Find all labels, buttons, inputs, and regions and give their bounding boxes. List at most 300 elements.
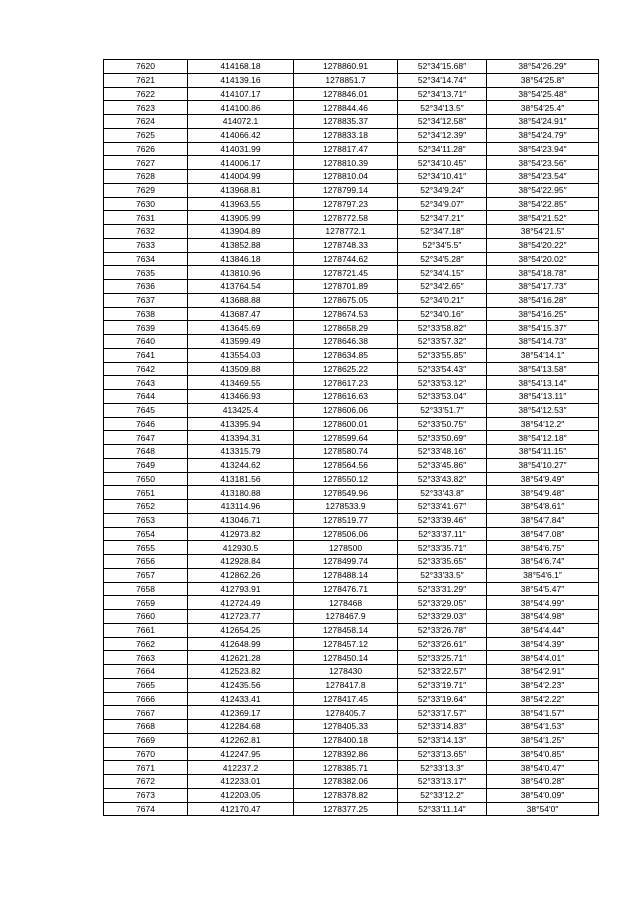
table-row xyxy=(104,73,599,87)
longitude-cell: 38°54′12.2″ xyxy=(487,417,599,431)
y-coordinate-cell: 1278450.14 xyxy=(294,651,398,665)
latitude-cell: 52°33′11.14″ xyxy=(398,802,487,816)
longitude-cell: 38°54′9.49″ xyxy=(487,472,599,486)
latitude-cell: 52°34′0.16″ xyxy=(398,307,487,321)
latitude-cell: 52°33′29.03″ xyxy=(398,610,487,624)
x-coordinate-cell: 412262.81 xyxy=(188,733,294,747)
table-row xyxy=(104,541,599,555)
latitude-cell: 52°33′43.82″ xyxy=(398,472,487,486)
point-number-cell: 7635 xyxy=(104,266,188,280)
y-coordinate-cell: 1278646.38 xyxy=(294,335,398,349)
table-row xyxy=(104,362,599,376)
table-row xyxy=(104,720,599,734)
latitude-cell: 52°33′29.05″ xyxy=(398,596,487,610)
x-coordinate-cell: 412433.41 xyxy=(188,692,294,706)
table-row xyxy=(104,472,599,486)
y-coordinate-cell: 1278701.89 xyxy=(294,280,398,294)
y-coordinate-cell: 1278458.14 xyxy=(294,623,398,637)
point-number-cell: 7630 xyxy=(104,197,188,211)
y-coordinate-cell: 1278468 xyxy=(294,596,398,610)
point-number-cell: 7655 xyxy=(104,541,188,555)
y-coordinate-cell: 1278634.85 xyxy=(294,348,398,362)
latitude-cell: 52°33′37.11″ xyxy=(398,527,487,541)
point-number-cell: 7674 xyxy=(104,802,188,816)
x-coordinate-cell: 413904.89 xyxy=(188,225,294,239)
longitude-cell: 38°54′23.56″ xyxy=(487,156,599,170)
point-number-cell: 7659 xyxy=(104,596,188,610)
x-coordinate-cell: 412247.95 xyxy=(188,747,294,761)
point-number-cell: 7656 xyxy=(104,555,188,569)
y-coordinate-cell: 1278772.1 xyxy=(294,225,398,239)
point-number-cell: 7651 xyxy=(104,486,188,500)
table-row xyxy=(104,280,599,294)
longitude-cell: 38°54′22.85″ xyxy=(487,197,599,211)
table-row xyxy=(104,170,599,184)
latitude-cell: 52°33′50.69″ xyxy=(398,431,487,445)
longitude-cell: 38°54′15.37″ xyxy=(487,321,599,335)
point-number-cell: 7637 xyxy=(104,293,188,307)
x-coordinate-cell: 412523.82 xyxy=(188,665,294,679)
y-coordinate-cell: 1278625.22 xyxy=(294,362,398,376)
y-coordinate-cell: 1278772.58 xyxy=(294,211,398,225)
x-coordinate-cell: 412654.25 xyxy=(188,623,294,637)
longitude-cell: 38°54′0″ xyxy=(487,802,599,816)
longitude-cell: 38°54′4.44″ xyxy=(487,623,599,637)
point-number-cell: 7670 xyxy=(104,747,188,761)
longitude-cell: 38°54′6.75″ xyxy=(487,541,599,555)
longitude-cell: 38°54′12.53″ xyxy=(487,403,599,417)
longitude-cell: 38°54′18.78″ xyxy=(487,266,599,280)
point-number-cell: 7640 xyxy=(104,335,188,349)
latitude-cell: 52°33′25.71″ xyxy=(398,651,487,665)
latitude-cell: 52°33′53.12″ xyxy=(398,376,487,390)
longitude-cell: 38°54′0.09″ xyxy=(487,788,599,802)
longitude-cell: 38°54′23.94″ xyxy=(487,142,599,156)
latitude-cell: 52°34′0.21″ xyxy=(398,293,487,307)
table-row xyxy=(104,568,599,582)
table-row xyxy=(104,183,599,197)
x-coordinate-cell: 412973.82 xyxy=(188,527,294,541)
point-number-cell: 7666 xyxy=(104,692,188,706)
table-row xyxy=(104,610,599,624)
latitude-cell: 52°33′31.29″ xyxy=(398,582,487,596)
longitude-cell: 38°54′24.79″ xyxy=(487,128,599,142)
longitude-cell: 38°54′0.47″ xyxy=(487,761,599,775)
latitude-cell: 52°34′12.58″ xyxy=(398,115,487,129)
point-number-cell: 7657 xyxy=(104,568,188,582)
longitude-cell: 38°54′16.25″ xyxy=(487,307,599,321)
y-coordinate-cell: 1278417.45 xyxy=(294,692,398,706)
x-coordinate-cell: 414066.42 xyxy=(188,128,294,142)
point-number-cell: 7643 xyxy=(104,376,188,390)
longitude-cell: 38°54′6.74″ xyxy=(487,555,599,569)
x-coordinate-cell: 412723.77 xyxy=(188,610,294,624)
longitude-cell: 38°54′4.39″ xyxy=(487,637,599,651)
latitude-cell: 52°33′33.5″ xyxy=(398,568,487,582)
point-number-cell: 7649 xyxy=(104,458,188,472)
longitude-cell: 38°54′12.18″ xyxy=(487,431,599,445)
latitude-cell: 52°33′13.3″ xyxy=(398,761,487,775)
point-number-cell: 7631 xyxy=(104,211,188,225)
table-row xyxy=(104,335,599,349)
longitude-cell: 38°54′17.73″ xyxy=(487,280,599,294)
table-row xyxy=(104,623,599,637)
y-coordinate-cell: 1278606.06 xyxy=(294,403,398,417)
x-coordinate-cell: 412648.99 xyxy=(188,637,294,651)
latitude-cell: 52°33′17.57″ xyxy=(398,706,487,720)
x-coordinate-cell: 414006.17 xyxy=(188,156,294,170)
point-number-cell: 7658 xyxy=(104,582,188,596)
point-number-cell: 7639 xyxy=(104,321,188,335)
point-number-cell: 7624 xyxy=(104,115,188,129)
latitude-cell: 52°33′14.13″ xyxy=(398,733,487,747)
table-row xyxy=(104,87,599,101)
y-coordinate-cell: 1278476.71 xyxy=(294,582,398,596)
y-coordinate-cell: 1278799.14 xyxy=(294,183,398,197)
x-coordinate-cell: 413599.49 xyxy=(188,335,294,349)
latitude-cell: 52°33′39.46″ xyxy=(398,513,487,527)
latitude-cell: 52°33′19.64″ xyxy=(398,692,487,706)
point-number-cell: 7625 xyxy=(104,128,188,142)
table-row xyxy=(104,293,599,307)
y-coordinate-cell: 1278846.01 xyxy=(294,87,398,101)
latitude-cell: 52°33′45.86″ xyxy=(398,458,487,472)
latitude-cell: 52°33′22.57″ xyxy=(398,665,487,679)
x-coordinate-cell: 412203.05 xyxy=(188,788,294,802)
point-number-cell: 7652 xyxy=(104,500,188,514)
table-row xyxy=(104,788,599,802)
latitude-cell: 52°33′13.65″ xyxy=(398,747,487,761)
table-row xyxy=(104,596,599,610)
table-row xyxy=(104,266,599,280)
y-coordinate-cell: 1278549.96 xyxy=(294,486,398,500)
x-coordinate-cell: 412928.84 xyxy=(188,555,294,569)
x-coordinate-cell: 414100.86 xyxy=(188,101,294,115)
point-number-cell: 7627 xyxy=(104,156,188,170)
y-coordinate-cell: 1278810.04 xyxy=(294,170,398,184)
point-number-cell: 7667 xyxy=(104,706,188,720)
x-coordinate-cell: 412862.26 xyxy=(188,568,294,582)
latitude-cell: 52°33′50.75″ xyxy=(398,417,487,431)
longitude-cell: 38°54′13.11″ xyxy=(487,390,599,404)
x-coordinate-cell: 413394.31 xyxy=(188,431,294,445)
y-coordinate-cell: 1278382.06 xyxy=(294,775,398,789)
point-number-cell: 7663 xyxy=(104,651,188,665)
table-row xyxy=(104,307,599,321)
y-coordinate-cell: 1278833.18 xyxy=(294,128,398,142)
longitude-cell: 38°54′4.01″ xyxy=(487,651,599,665)
point-number-cell: 7665 xyxy=(104,678,188,692)
y-coordinate-cell: 1278405.7 xyxy=(294,706,398,720)
longitude-cell: 38°54′23.54″ xyxy=(487,170,599,184)
longitude-cell: 38°54′4.98″ xyxy=(487,610,599,624)
latitude-cell: 52°33′19.71″ xyxy=(398,678,487,692)
latitude-cell: 52°33′57.32″ xyxy=(398,335,487,349)
x-coordinate-cell: 413181.56 xyxy=(188,472,294,486)
point-number-cell: 7646 xyxy=(104,417,188,431)
point-number-cell: 7626 xyxy=(104,142,188,156)
longitude-cell: 38°54′8.61″ xyxy=(487,500,599,514)
x-coordinate-cell: 414139.16 xyxy=(188,73,294,87)
longitude-cell: 38°54′13.58″ xyxy=(487,362,599,376)
y-coordinate-cell: 1278810.39 xyxy=(294,156,398,170)
x-coordinate-cell: 412621.28 xyxy=(188,651,294,665)
latitude-cell: 52°34′11.28″ xyxy=(398,142,487,156)
x-coordinate-cell: 413687.47 xyxy=(188,307,294,321)
longitude-cell: 38°54′6.1″ xyxy=(487,568,599,582)
longitude-cell: 38°54′5.47″ xyxy=(487,582,599,596)
y-coordinate-cell: 1278533.9 xyxy=(294,500,398,514)
longitude-cell: 38°54′0.85″ xyxy=(487,747,599,761)
table-row xyxy=(104,252,599,266)
table-row xyxy=(104,376,599,390)
table-row xyxy=(104,142,599,156)
table-row xyxy=(104,211,599,225)
longitude-cell: 38°54′2.91″ xyxy=(487,665,599,679)
table-row xyxy=(104,101,599,115)
longitude-cell: 38°54′1.53″ xyxy=(487,720,599,734)
x-coordinate-cell: 414168.18 xyxy=(188,60,294,74)
y-coordinate-cell: 1278392.86 xyxy=(294,747,398,761)
latitude-cell: 52°34′9.24″ xyxy=(398,183,487,197)
y-coordinate-cell: 1278599.64 xyxy=(294,431,398,445)
longitude-cell: 38°54′0.28″ xyxy=(487,775,599,789)
y-coordinate-cell: 1278675.05 xyxy=(294,293,398,307)
y-coordinate-cell: 1278817.47 xyxy=(294,142,398,156)
latitude-cell: 52°34′10.41″ xyxy=(398,170,487,184)
x-coordinate-cell: 413852.88 xyxy=(188,238,294,252)
latitude-cell: 52°33′48.16″ xyxy=(398,445,487,459)
table-row xyxy=(104,706,599,720)
longitude-cell: 38°54′9.48″ xyxy=(487,486,599,500)
x-coordinate-cell: 412233.01 xyxy=(188,775,294,789)
longitude-cell: 38°54′13.14″ xyxy=(487,376,599,390)
x-coordinate-cell: 412930.5 xyxy=(188,541,294,555)
x-coordinate-cell: 413244.62 xyxy=(188,458,294,472)
point-number-cell: 7634 xyxy=(104,252,188,266)
coordinates-table-body xyxy=(104,60,599,816)
latitude-cell: 52°33′53.04″ xyxy=(398,390,487,404)
x-coordinate-cell: 412170.47 xyxy=(188,802,294,816)
table-row xyxy=(104,60,599,74)
point-number-cell: 7671 xyxy=(104,761,188,775)
table-row xyxy=(104,225,599,239)
table-row xyxy=(104,115,599,129)
x-coordinate-cell: 413764.54 xyxy=(188,280,294,294)
latitude-cell: 52°33′43.8″ xyxy=(398,486,487,500)
point-number-cell: 7623 xyxy=(104,101,188,115)
point-number-cell: 7648 xyxy=(104,445,188,459)
table-row xyxy=(104,747,599,761)
point-number-cell: 7620 xyxy=(104,60,188,74)
x-coordinate-cell: 413114.96 xyxy=(188,500,294,514)
point-number-cell: 7636 xyxy=(104,280,188,294)
x-coordinate-cell: 413688.88 xyxy=(188,293,294,307)
y-coordinate-cell: 1278457.12 xyxy=(294,637,398,651)
latitude-cell: 52°33′35.65″ xyxy=(398,555,487,569)
longitude-cell: 38°54′14.73″ xyxy=(487,335,599,349)
longitude-cell: 38°54′4.99″ xyxy=(487,596,599,610)
longitude-cell: 38°54′14.1″ xyxy=(487,348,599,362)
table-row xyxy=(104,431,599,445)
x-coordinate-cell: 413509.88 xyxy=(188,362,294,376)
y-coordinate-cell: 1278617.23 xyxy=(294,376,398,390)
latitude-cell: 52°33′26.61″ xyxy=(398,637,487,651)
x-coordinate-cell: 412793.91 xyxy=(188,582,294,596)
x-coordinate-cell: 413046.71 xyxy=(188,513,294,527)
latitude-cell: 52°33′14.83″ xyxy=(398,720,487,734)
longitude-cell: 38°54′26.29″ xyxy=(487,60,599,74)
x-coordinate-cell: 413810.96 xyxy=(188,266,294,280)
y-coordinate-cell: 1278860.91 xyxy=(294,60,398,74)
x-coordinate-cell: 413180.88 xyxy=(188,486,294,500)
y-coordinate-cell: 1278405.33 xyxy=(294,720,398,734)
latitude-cell: 52°33′41.67″ xyxy=(398,500,487,514)
y-coordinate-cell: 1278378.82 xyxy=(294,788,398,802)
point-number-cell: 7641 xyxy=(104,348,188,362)
latitude-cell: 52°34′2.65″ xyxy=(398,280,487,294)
latitude-cell: 52°34′7.21″ xyxy=(398,211,487,225)
x-coordinate-cell: 414072.1 xyxy=(188,115,294,129)
y-coordinate-cell: 1278748.33 xyxy=(294,238,398,252)
table-row xyxy=(104,156,599,170)
x-coordinate-cell: 413968.81 xyxy=(188,183,294,197)
latitude-cell: 52°33′35.71″ xyxy=(398,541,487,555)
y-coordinate-cell: 1278658.29 xyxy=(294,321,398,335)
latitude-cell: 52°33′12.2″ xyxy=(398,788,487,802)
table-row xyxy=(104,582,599,596)
table-row xyxy=(104,637,599,651)
table-row xyxy=(104,555,599,569)
table-row xyxy=(104,486,599,500)
point-number-cell: 7662 xyxy=(104,637,188,651)
y-coordinate-cell: 1278844.46 xyxy=(294,101,398,115)
table-row xyxy=(104,417,599,431)
point-number-cell: 7621 xyxy=(104,73,188,87)
table-row xyxy=(104,802,599,816)
y-coordinate-cell: 1278564.56 xyxy=(294,458,398,472)
longitude-cell: 38°54′21.52″ xyxy=(487,211,599,225)
longitude-cell: 38°54′16.28″ xyxy=(487,293,599,307)
y-coordinate-cell: 1278744.62 xyxy=(294,252,398,266)
y-coordinate-cell: 1278430 xyxy=(294,665,398,679)
point-number-cell: 7664 xyxy=(104,665,188,679)
x-coordinate-cell: 413554.03 xyxy=(188,348,294,362)
x-coordinate-cell: 412284.68 xyxy=(188,720,294,734)
point-number-cell: 7642 xyxy=(104,362,188,376)
table-row xyxy=(104,775,599,789)
table-row xyxy=(104,513,599,527)
y-coordinate-cell: 1278851.7 xyxy=(294,73,398,87)
x-coordinate-cell: 413846.18 xyxy=(188,252,294,266)
longitude-cell: 38°54′11.15″ xyxy=(487,445,599,459)
y-coordinate-cell: 1278385.71 xyxy=(294,761,398,775)
point-number-cell: 7647 xyxy=(104,431,188,445)
x-coordinate-cell: 412435.56 xyxy=(188,678,294,692)
table-row xyxy=(104,321,599,335)
latitude-cell: 52°33′58.82″ xyxy=(398,321,487,335)
x-coordinate-cell: 412237.2 xyxy=(188,761,294,775)
latitude-cell: 52°34′15.68″ xyxy=(398,60,487,74)
x-coordinate-cell: 413466.93 xyxy=(188,390,294,404)
y-coordinate-cell: 1278417.8 xyxy=(294,678,398,692)
table-row xyxy=(104,527,599,541)
longitude-cell: 38°54′2.22″ xyxy=(487,692,599,706)
x-coordinate-cell: 412369.17 xyxy=(188,706,294,720)
point-number-cell: 7668 xyxy=(104,720,188,734)
latitude-cell: 52°34′5.5″ xyxy=(398,238,487,252)
point-number-cell: 7672 xyxy=(104,775,188,789)
table-row xyxy=(104,403,599,417)
point-number-cell: 7673 xyxy=(104,788,188,802)
x-coordinate-cell: 413315.79 xyxy=(188,445,294,459)
table-row xyxy=(104,678,599,692)
y-coordinate-cell: 1278797.23 xyxy=(294,197,398,211)
longitude-cell: 38°54′25.48″ xyxy=(487,87,599,101)
longitude-cell: 38°54′24.91″ xyxy=(487,115,599,129)
point-number-cell: 7661 xyxy=(104,623,188,637)
y-coordinate-cell: 1278400.18 xyxy=(294,733,398,747)
table-row xyxy=(104,733,599,747)
point-number-cell: 7653 xyxy=(104,513,188,527)
x-coordinate-cell: 414004.99 xyxy=(188,170,294,184)
longitude-cell: 38°54′25.4″ xyxy=(487,101,599,115)
x-coordinate-cell: 413645.69 xyxy=(188,321,294,335)
y-coordinate-cell: 1278600.01 xyxy=(294,417,398,431)
x-coordinate-cell: 413425.4 xyxy=(188,403,294,417)
y-coordinate-cell: 1278550.12 xyxy=(294,472,398,486)
latitude-cell: 52°34′12.39″ xyxy=(398,128,487,142)
latitude-cell: 52°34′10.45″ xyxy=(398,156,487,170)
y-coordinate-cell: 1278467.9 xyxy=(294,610,398,624)
table-row xyxy=(104,445,599,459)
x-coordinate-cell: 414107.17 xyxy=(188,87,294,101)
point-number-cell: 7650 xyxy=(104,472,188,486)
latitude-cell: 52°34′4.15″ xyxy=(398,266,487,280)
x-coordinate-cell: 414031.99 xyxy=(188,142,294,156)
y-coordinate-cell: 1278488.14 xyxy=(294,568,398,582)
point-number-cell: 7644 xyxy=(104,390,188,404)
point-number-cell: 7629 xyxy=(104,183,188,197)
longitude-cell: 38°54′21.5″ xyxy=(487,225,599,239)
latitude-cell: 52°33′13.17″ xyxy=(398,775,487,789)
point-number-cell: 7654 xyxy=(104,527,188,541)
x-coordinate-cell: 413963.55 xyxy=(188,197,294,211)
y-coordinate-cell: 1278580.74 xyxy=(294,445,398,459)
point-number-cell: 7660 xyxy=(104,610,188,624)
longitude-cell: 38°54′2.23″ xyxy=(487,678,599,692)
longitude-cell: 38°54′7.08″ xyxy=(487,527,599,541)
latitude-cell: 52°33′51.7″ xyxy=(398,403,487,417)
coordinates-table xyxy=(103,59,599,816)
latitude-cell: 52°34′13.5″ xyxy=(398,101,487,115)
longitude-cell: 38°54′1.25″ xyxy=(487,733,599,747)
y-coordinate-cell: 1278835.37 xyxy=(294,115,398,129)
y-coordinate-cell: 1278519.77 xyxy=(294,513,398,527)
latitude-cell: 52°34′7.18″ xyxy=(398,225,487,239)
point-number-cell: 7645 xyxy=(104,403,188,417)
longitude-cell: 38°54′20.02″ xyxy=(487,252,599,266)
y-coordinate-cell: 1278674.53 xyxy=(294,307,398,321)
latitude-cell: 52°33′26.78″ xyxy=(398,623,487,637)
table-row xyxy=(104,197,599,211)
point-number-cell: 7622 xyxy=(104,87,188,101)
point-number-cell: 7669 xyxy=(104,733,188,747)
longitude-cell: 38°54′20.22″ xyxy=(487,238,599,252)
x-coordinate-cell: 413905.99 xyxy=(188,211,294,225)
point-number-cell: 7632 xyxy=(104,225,188,239)
longitude-cell: 38°54′1.57″ xyxy=(487,706,599,720)
